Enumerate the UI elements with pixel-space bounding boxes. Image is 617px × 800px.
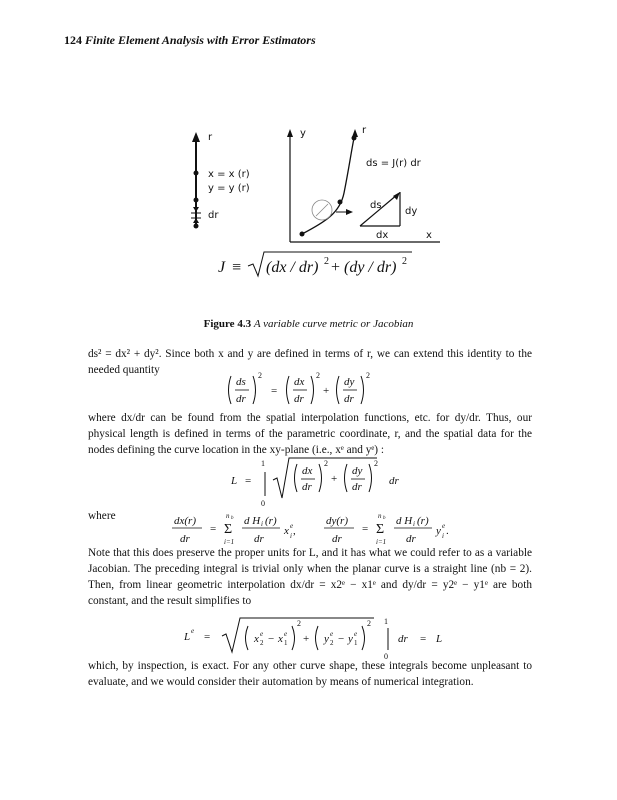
svg-text:(dx / dr): (dx / dr) xyxy=(266,259,319,276)
book-title: Finite Element Analysis with Error Estimators xyxy=(85,33,316,47)
where-label: where xyxy=(88,510,116,522)
page-number: 124 xyxy=(64,33,82,47)
svg-text:ds: ds xyxy=(236,376,246,388)
svg-text:2: 2 xyxy=(374,459,378,468)
svg-text:dr: dr xyxy=(406,533,416,545)
svg-text:dr: dr xyxy=(344,393,354,405)
equation-length-integral xyxy=(225,452,425,508)
svg-text:+: + xyxy=(303,633,310,645)
svg-text:e: e xyxy=(260,630,264,638)
paragraph-4: which, by inspection, is exact. For any other curve shape, these integrals become unpleasant to evaluate, and we would consider their automation by means of numerical integration. xyxy=(88,660,532,688)
svg-text:(r): (r) xyxy=(265,515,277,527)
svg-text:2: 2 xyxy=(324,256,329,267)
svg-text:2: 2 xyxy=(316,371,320,380)
svg-text:=: = xyxy=(204,631,211,643)
label-x-eq: x = x (r) xyxy=(208,169,250,180)
label-dy: dy xyxy=(405,206,418,217)
svg-text:1: 1 xyxy=(284,639,288,647)
svg-text:0: 0 xyxy=(261,499,265,508)
figure-diagram xyxy=(150,118,470,308)
svg-text:e: e xyxy=(284,630,288,638)
svg-text:2: 2 xyxy=(260,639,264,647)
svg-text:0: 0 xyxy=(384,652,388,660)
equation-length-linear xyxy=(178,614,458,660)
svg-text:y: y xyxy=(436,525,441,537)
svg-text:dr: dr xyxy=(389,475,399,487)
svg-text:dr: dr xyxy=(398,633,408,645)
r-axis-arrow xyxy=(192,132,200,142)
figure-variable-curve-metric xyxy=(150,118,470,308)
svg-text:2: 2 xyxy=(324,459,328,468)
svg-text:dr: dr xyxy=(332,533,342,545)
svg-text:=: = xyxy=(362,523,369,535)
svg-text:i=1: i=1 xyxy=(376,538,387,546)
label-ds: ds xyxy=(370,200,382,211)
svg-text:(dy / dr): (dy / dr) xyxy=(344,259,397,276)
svg-text:dr: dr xyxy=(294,393,304,405)
svg-text:dr: dr xyxy=(254,533,264,545)
svg-text:dr: dr xyxy=(236,393,246,405)
svg-text:e: e xyxy=(191,627,195,635)
svg-text:e: e xyxy=(442,522,446,530)
svg-text:x: x xyxy=(284,525,289,537)
svg-text:dx(r): dx(r) xyxy=(174,515,196,527)
svg-text:=: = xyxy=(210,523,217,535)
svg-text:=: = xyxy=(245,475,252,487)
svg-text:(r): (r) xyxy=(417,515,429,527)
label-x-axis: x xyxy=(426,230,432,241)
running-header xyxy=(64,33,316,48)
svg-text:i: i xyxy=(413,520,415,528)
svg-text:2: 2 xyxy=(330,639,334,647)
svg-text:y: y xyxy=(324,633,329,645)
svg-text:.: . xyxy=(446,525,449,537)
svg-text:n: n xyxy=(226,512,230,520)
svg-text:2: 2 xyxy=(258,371,262,380)
svg-text:i=1: i=1 xyxy=(224,538,235,546)
svg-text:dy(r): dy(r) xyxy=(326,515,348,527)
svg-text:=: = xyxy=(420,633,427,645)
svg-text:dx: dx xyxy=(294,376,305,388)
svg-text:L: L xyxy=(231,475,238,487)
svg-text:Σ: Σ xyxy=(224,522,233,537)
label-dr: dr xyxy=(208,210,219,221)
svg-text:L: L xyxy=(184,631,191,643)
svg-text:2: 2 xyxy=(366,371,370,380)
svg-text:2: 2 xyxy=(367,619,371,628)
svg-text:dr: dr xyxy=(180,533,190,545)
label-y-eq: y = y (r) xyxy=(208,183,250,194)
node-dot xyxy=(194,171,199,176)
svg-text:L: L xyxy=(436,633,443,645)
svg-text:1: 1 xyxy=(261,459,265,468)
svg-text:+: + xyxy=(323,385,330,397)
svg-text:1: 1 xyxy=(384,617,388,626)
paragraph-2: where dx/dr can be found from the spatial interpolation functions, etc. for dy/dr. Thus, our physical length is defined in terms of the parametric coordinate, r, and the spatial data for the nodes defining the curve location in the xy-plane (i.e., xᵉ and yᵉ) : xyxy=(88,412,532,456)
label-r-left: r xyxy=(208,132,213,143)
svg-text:−: − xyxy=(268,633,275,645)
svg-text:y: y xyxy=(348,633,353,645)
svg-text:dr: dr xyxy=(352,481,362,493)
svg-text:d H: d H xyxy=(244,515,261,527)
svg-text:=: = xyxy=(271,385,278,397)
svg-text:e: e xyxy=(290,522,294,530)
caption-label: Figure 4.3 xyxy=(203,318,252,330)
jacobian-formula xyxy=(218,252,412,276)
svg-text:+: + xyxy=(331,473,338,485)
svg-text:dy: dy xyxy=(352,465,363,477)
svg-text:−: − xyxy=(338,633,345,645)
svg-text:i: i xyxy=(442,532,444,540)
label-dx: dx xyxy=(376,230,389,241)
curve xyxy=(302,138,354,234)
svg-text:J: J xyxy=(218,259,226,276)
svg-text:x: x xyxy=(278,633,283,645)
label-y-axis: y xyxy=(300,128,306,139)
svg-text:i: i xyxy=(261,520,263,528)
svg-text:≡: ≡ xyxy=(232,259,242,276)
figure-caption xyxy=(0,318,617,330)
svg-text:i: i xyxy=(290,532,292,540)
caption-text: A variable curve metric or Jacobian xyxy=(253,318,414,330)
svg-text:e: e xyxy=(354,630,358,638)
node-dot xyxy=(194,198,199,203)
node-dot xyxy=(194,224,199,229)
svg-text:2: 2 xyxy=(297,619,301,628)
svg-text:b: b xyxy=(231,516,234,521)
label-ds-eq: ds = J(r) dr xyxy=(366,158,421,169)
svg-text:dr: dr xyxy=(302,481,312,493)
svg-text:n: n xyxy=(378,512,382,520)
svg-text:d H: d H xyxy=(396,515,413,527)
svg-text:Σ: Σ xyxy=(376,522,385,537)
svg-text:b: b xyxy=(383,516,386,521)
svg-text:x: x xyxy=(254,633,259,645)
svg-text:dx: dx xyxy=(302,465,313,477)
svg-text:+: + xyxy=(331,259,341,276)
equation-ds-dr xyxy=(225,370,395,410)
equation-derivatives xyxy=(168,510,468,546)
svg-text:e: e xyxy=(330,630,334,638)
paragraph-3: Note that this does preserve the proper units for L, and it has what we could refer to as a variable Jacobian. The preceding integral is trivial only when the planar curve is a straight line (nb = 2). Then, from linear geometric interpolation dx/dr = x2ᵉ − x1ᵉ and dy/dr = y2ᵉ − y1ᵉ are both constant, and the result simplifies to xyxy=(88,547,532,607)
label-r-curve: r xyxy=(362,125,367,136)
svg-text:1: 1 xyxy=(354,639,358,647)
paragraph-1: ds² = dx² + dy². Since both x and y are defined in terms of r, we can extend this identity to the needed quantity xyxy=(88,348,532,376)
svg-text:dy: dy xyxy=(344,376,355,388)
svg-text:2: 2 xyxy=(402,256,407,267)
svg-text:,: , xyxy=(293,525,296,537)
